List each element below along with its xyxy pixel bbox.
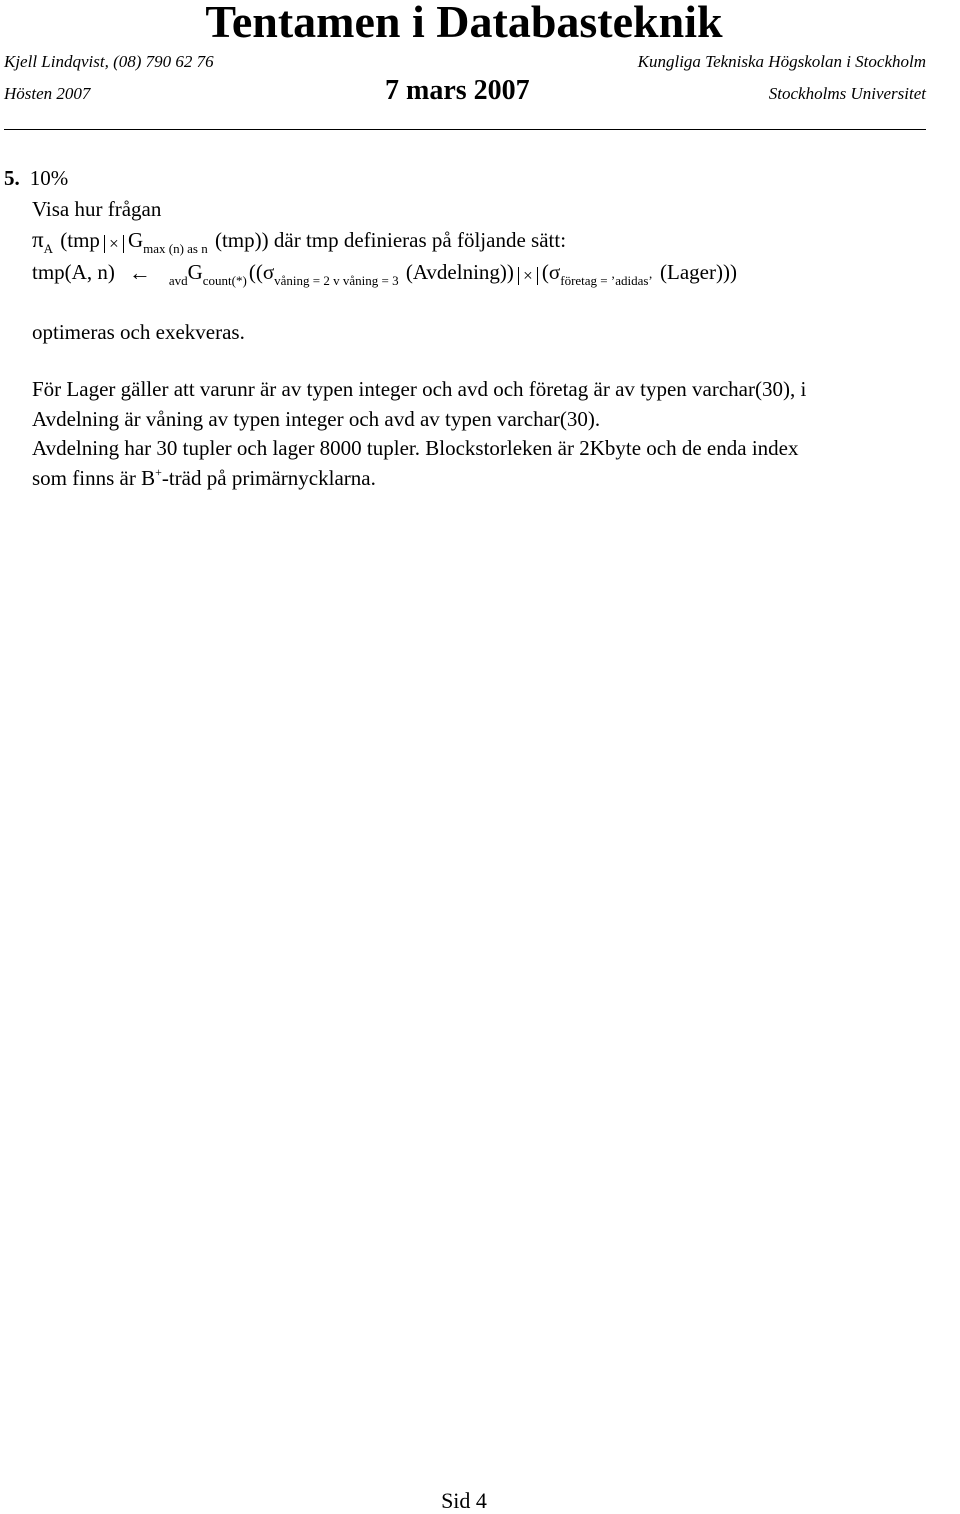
question-weight: 10% [29, 166, 69, 190]
bplus-superscript: + [155, 464, 162, 479]
paragraph-line-4-end: -träd på primärnycklarna. [161, 465, 376, 490]
grouping-symbol-2: G [187, 260, 203, 284]
paragraph-line-4-start: som finns är B [32, 465, 156, 490]
paragraph-line-4 [32, 464, 960, 497]
definition-lhs: tmp(A, n) [32, 260, 115, 284]
natural-join-icon: × [104, 235, 124, 253]
projection-attribute: A [43, 241, 54, 256]
grouping-attribute: avd [168, 273, 188, 288]
relation-lager: (Lager))) [660, 260, 737, 284]
grouping-symbol: G [127, 228, 144, 252]
schema-description [32, 375, 960, 496]
optimize-instruction: optimeras och exekveras. [32, 320, 245, 344]
paragraph-line-2: Avdelning är våning av typen integer och avd av typen varchar(30). [32, 406, 601, 431]
header-divider [4, 129, 926, 130]
question-heading [4, 165, 68, 191]
page-number: Sid 4 [441, 1488, 487, 1513]
selection-open: ((σ [248, 260, 275, 284]
assignment-arrow-icon: ← [128, 260, 151, 285]
projection-symbol: π [32, 227, 44, 252]
grouping-function: max (n) as n [143, 241, 208, 256]
question-number: 5. [4, 166, 20, 190]
selection-open-2: (σ [541, 260, 561, 284]
paragraph-line-1: För Lager gäller att varunr är av typen integer och avd och företag är av typen varchar(30), i [32, 377, 807, 401]
selection-condition-1: våning = 2 v våning = 3 [274, 273, 399, 288]
relation-avdelning: (Avdelning)) [405, 260, 514, 284]
document-title: Tentamen i Databasteknik [205, 0, 723, 47]
university-name: Kungliga Tekniska Högskolan i Stockholm [637, 52, 926, 71]
question-intro: Visa hur frågan [32, 197, 162, 221]
expr-rest: (tmp)) där tmp definieras på följande sätt: [214, 228, 567, 252]
expr-open: (tmp [60, 228, 100, 252]
selection-condition-2: företag = ’adidas’ [560, 273, 653, 288]
aggregate-function: count(*) [202, 273, 247, 288]
tmp-definition [32, 259, 737, 288]
exam-date: 7 mars 2007 [385, 75, 530, 106]
term: Hösten 2007 [4, 84, 91, 103]
university-name-2: Stockholms Universitet [768, 84, 926, 103]
author-contact: Kjell Lindqvist, (08) 790 62 76 [4, 52, 214, 71]
paragraph-line-3: Avdelning har 30 tupler och lager 8000 tupler. Blockstorleken är 2Kbyte och de enda index [32, 436, 799, 460]
natural-join-icon-2: × [518, 267, 538, 285]
query-expression [32, 227, 566, 256]
